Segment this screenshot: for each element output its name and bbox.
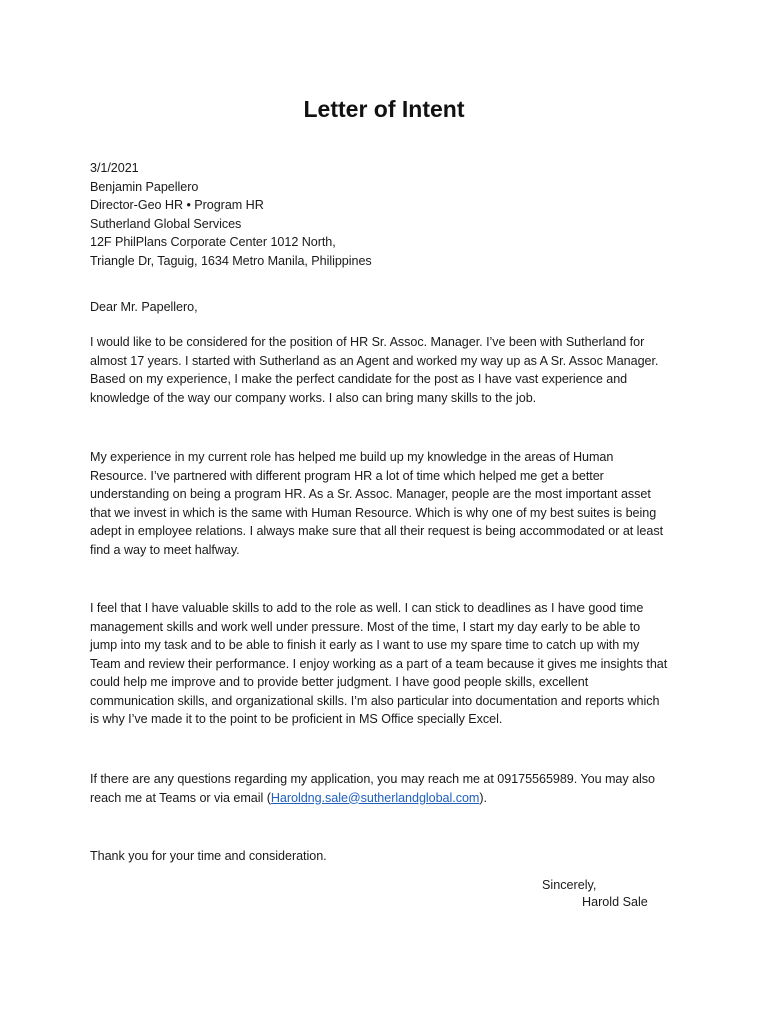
paragraph-line: management skills and work well under pressure. Most of the time, I start my day early to be able to [90, 619, 641, 634]
paragraph-line: find a way to meet halfway. [90, 542, 240, 557]
paragraph-line: Team and review their performance. I enjoy working as a part of a team because it gives me insights that [90, 656, 668, 671]
salutation: Dear Mr. Papellero, [90, 300, 198, 314]
paragraph-line: Based on my experience, I make the perfect candidate for the post as I have vast experience and [90, 372, 628, 386]
paragraph-intro [90, 333, 690, 407]
paragraph-thanks: Thank you for your time and consideration. [90, 849, 327, 863]
recipient-name: Benjamin Papellero [90, 179, 199, 194]
recipient-address-line-2: Triangle Dr, Taguig, 1634 Metro Manila, Philippines [90, 253, 372, 268]
paragraph-line: Resource. I’ve partnered with different program HR a lot of time which helped me get a better [90, 468, 604, 483]
closing: Sincerely, [542, 878, 597, 892]
letter-date: 3/1/2021 [90, 161, 139, 175]
signer-name: Harold Sale [582, 895, 648, 909]
paragraph-line: could help me improve and to provide better judgment. I have good people skills, excellent [90, 675, 589, 689]
paragraph-line: that we invest in which is the same with Human Resource. Which is why one of my best suites is being [90, 505, 657, 520]
paragraph-line: almost 17 years. I started with Sutherland as an Agent and worked my way up as A Sr. Assoc Manager. [90, 353, 659, 368]
paragraph-line: My experience in my current role has helped me build up my knowledge in the areas of Human [90, 450, 614, 464]
recipient-company: Sutherland Global Services [90, 216, 242, 231]
paragraph-line: If there are any questions regarding my application, you may reach me at 09175565989. You may also [90, 772, 655, 786]
paragraph-contact [90, 770, 690, 807]
paragraph-line: jump into my task and to be able to finish it early as I want to use my spare time to catch up with my [90, 638, 640, 652]
paragraph-line: understanding on being a program HR. As a Sr. Assoc. Manager, people are the most important asset [90, 487, 651, 501]
recipient-address-line-1: 12F PhilPlans Corporate Center 1012 North, [90, 235, 336, 249]
email-link[interactable]: Haroldng.sale@sutherlandglobal.com [270, 790, 480, 805]
paragraph-line: I feel that I have valuable skills to add to the role as well. I can stick to deadlines as I have good time [90, 601, 644, 615]
paragraph-line: communication skills, and organizational skills. I’m also particular into documentation and reports which [90, 693, 660, 708]
recipient-title: Director-Geo HR • Program HR [90, 198, 264, 212]
recipient-address-block [90, 159, 690, 270]
paragraph-line: adept in employee relations. I always make sure that all their request is being accommodated or at least [90, 524, 664, 538]
paragraph-experience [90, 448, 690, 559]
paragraph-skills [90, 599, 690, 729]
paragraph-line-with-email [90, 789, 690, 808]
page-title: Letter of Intent [303, 96, 465, 122]
paragraph-line: is why I’ve made it to the point to be proficient in MS Office specially Excel. [90, 712, 503, 726]
email-prefix-text: reach me at Teams or via email ( [90, 790, 271, 805]
email-suffix-text: ). [479, 790, 487, 805]
paragraph-line: knowledge of the way our company works. I also can bring many skills to the job. [90, 390, 537, 405]
paragraph-line: I would like to be considered for the position of HR Sr. Assoc. Manager. I’ve been with Sutherland for [90, 335, 645, 349]
